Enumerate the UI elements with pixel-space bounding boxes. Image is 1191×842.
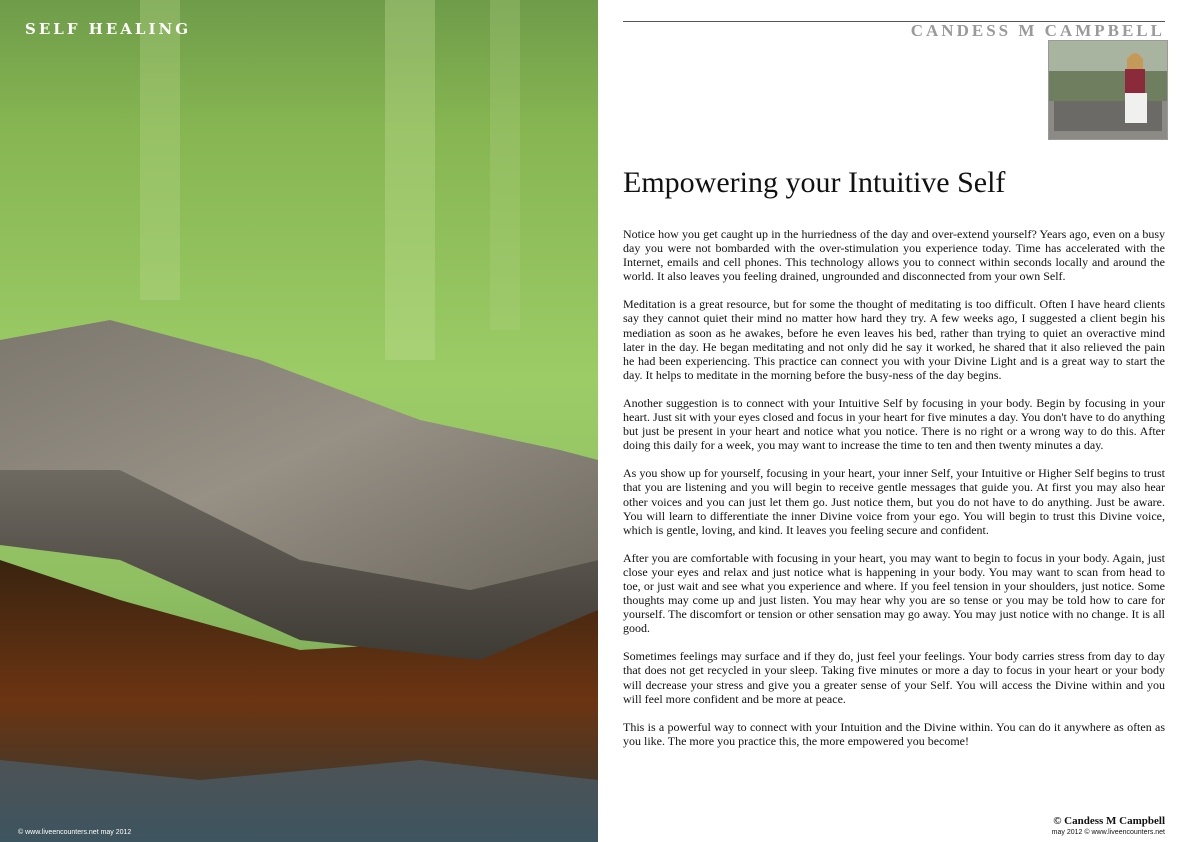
article-paragraph: Meditation is a great resource, but for some the thought of meditating is too difficult. Often I have heard clients say they cannot quiet their mind no matter how hard they try. A few weeks ago, I suggested a client begin his mediation as soon as he awakes, before he even leaves his bed, rather than trying to quiet an overactive mind later in the day. He began meditating and not only did he say it worked, he shared that it also relieved the pain he had been experiencing. This practice can connect you with your Divine Light and is a great way to start the day. It helps to meditate in the morning before the busy-ness of the day begins.: [623, 297, 1165, 382]
author-header: CANDESS M CAMPBELL: [910, 21, 1165, 40]
author-byline: © Candess M Campbell: [1053, 815, 1165, 827]
author-photo: [1048, 40, 1168, 140]
person-pants: [1125, 93, 1147, 123]
article-paragraph: This is a powerful way to connect with your Intuition and the Divine within. You can do it anywhere as often as you like. The more you practice this, the more empowered you become!: [623, 719, 1165, 748]
article-body: [623, 227, 1165, 762]
right-article-page: [598, 0, 1191, 842]
right-footer-copyright: may 2012 © www.liveencounters.net: [1051, 829, 1165, 836]
article-paragraph: After you are comfortable with focusing in your heart, you may want to begin to focus in your body. Again, just close your eyes and relax and just notice what is happening in your body. You may want to scan from head to toe, or just wait and see what you experience and where. If you feel tension in your shoulders, just notice. Some thoughts may come up and just listen. You may hear why you are so tense or you may be told how to care for yourself. The discomfort or tension or other sensation may go away. You may just notice with no change. It is all good.: [623, 550, 1165, 636]
person-top: [1125, 69, 1145, 95]
reflection-stripe: [140, 0, 180, 300]
reflection-stripe: [490, 0, 520, 330]
article-paragraph: Sometimes feelings may surface and if they do, just feel your feelings. Your body carries stress from day to day that does not get recycled in your sleep. Taking five minutes or more a day to focus in your heart or your body will decrease your stress and give you a greater sense of your Self. You will access the Divine within and you will feel more confident and be more at peace.: [623, 649, 1165, 706]
article-paragraph: Notice how you get caught up in the hurriedness of the day and over-extend yourself? Years ago, even on a busy day you were not bombarded with the over-stimulation you experience today. Time has accelerated with the Internet, emails and cell phones. This technology allows you to connect within seconds locally and around the world. It also leaves you feeling drained, ungrounded and disconnected from your own Self.: [623, 227, 1165, 284]
section-label: SELF HEALING: [25, 20, 192, 38]
left-footer-copyright: © www.liveencounters.net may 2012: [18, 829, 132, 836]
article-paragraph: As you show up for yourself, focusing in your heart, your inner Self, your Intuitive or Higher Self begins to trust that you are listening and you will begin to receive gentle messages that guide you. At first you may also hear other voices and you can just let them go. Just notice them, but you do not have to do anything. Just be aware. You will learn to differentiate the inner Divine voice from your ego. You will begin to trust this Divine voice, which is gentle, loving, and kind. It leaves you feeling secure and confident.: [623, 466, 1165, 537]
article-paragraph: Another suggestion is to connect with your Intuitive Self by focusing in your body. Begin by focusing in your heart. Just sit with your eyes closed and focus in your heart for five minutes a day. You don't have to do anything but just be present in your heart and notice what you notice. There is no right or a wrong way to do this. After doing this daily for a week, you may want to increase the time to ten and then twenty minutes a day.: [623, 395, 1165, 453]
reflection-stripe: [385, 0, 435, 360]
article-title: Empowering your Intuitive Self: [623, 166, 1006, 199]
